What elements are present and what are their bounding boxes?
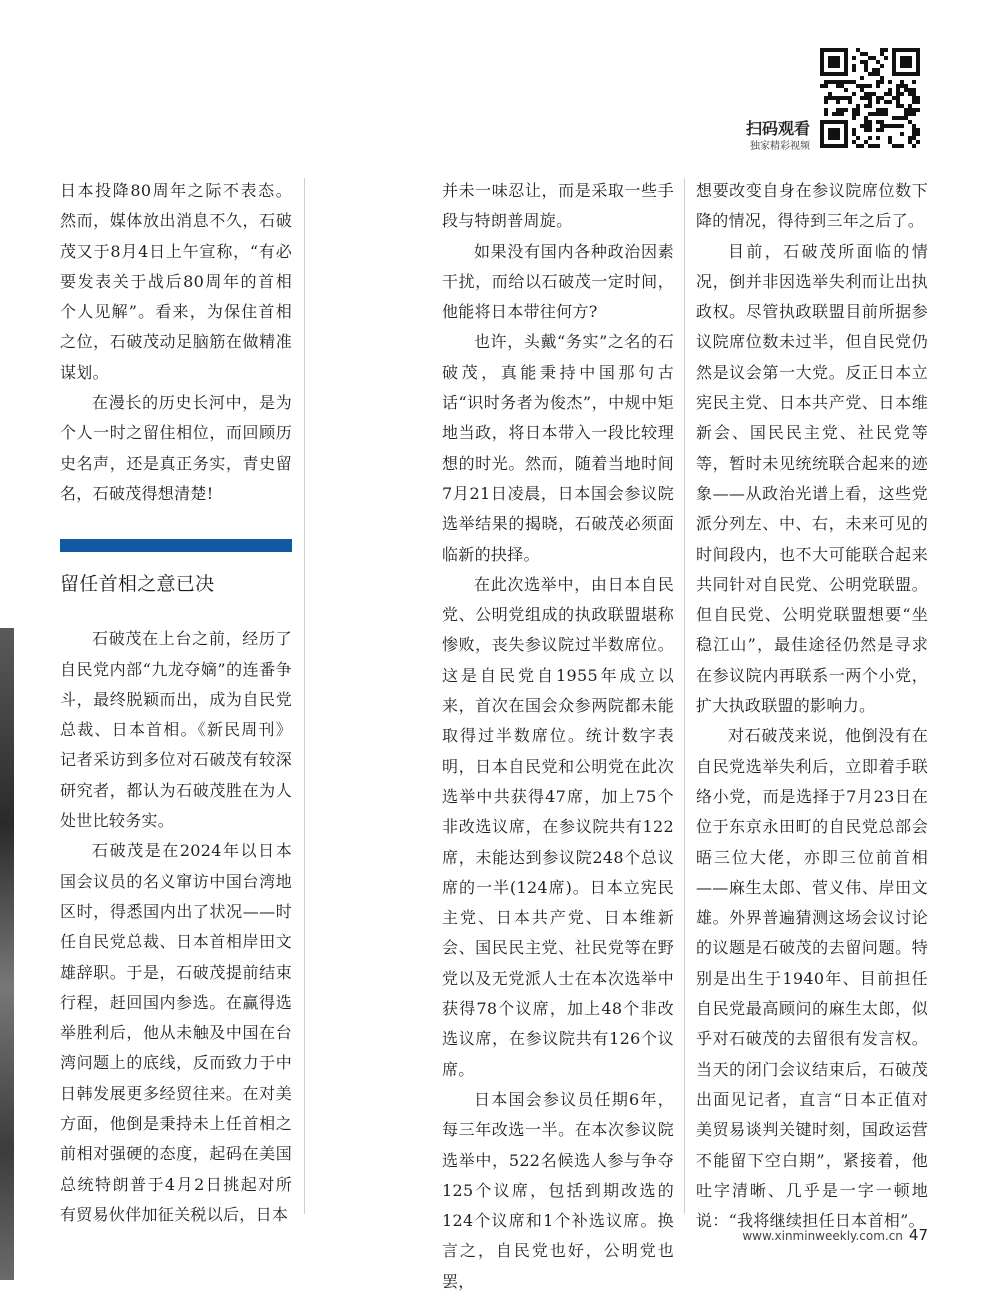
paragraph: 石破茂是在2024年以日本国会议员的名义窜访中国台湾地区时，得悉国内出了状况——时任自民党总裁、日本首相岸田文雄辞职。于是，石破茂提前结束行程，赶回国内参选。在赢得选举胜利后，他从未触及中国在台湾问题上的底线，反而致力于中日韩发展更多经贸往来。在对美方面，他倒是秉持未上任首相之前相对强硬的态度，起码在美国总统特朗普于4月2日挑起对所有贸易伙伴加征关税以后，日本 bbox=[60, 841, 292, 1224]
article-column-3 bbox=[696, 176, 928, 1236]
paragraph: 如果没有国内各种政治因素干扰，而给以石破茂一定时间，他能将日本带往何方? bbox=[442, 241, 674, 322]
article-column-2 bbox=[442, 176, 674, 1297]
section-heading: 留任首相之意已决 bbox=[60, 573, 215, 596]
paragraph: 在漫长的历史长河中，是为个人一时之留住相位，而回顾历史名声，还是真正务实，青史留名，石破茂得想清楚! bbox=[60, 393, 292, 503]
qr-caption-subtitle: 独家精彩视频 bbox=[750, 141, 810, 152]
paragraph: 想要改变自身在参议院席位数下降的情况，得待到三年之后了。 bbox=[696, 181, 928, 231]
paragraph: 日本国会参议员任期6年，每三年改选一半。在本次参议院选举中，522名候选人参与争夺125个议席，包括到期改选的124个议席和1个补选议席。换言之，自民党也好，公明党也罢， bbox=[442, 1089, 674, 1291]
paragraph: 石破茂在上台之前，经历了自民党内部“九龙夺嫡”的连番争斗，最终脱颖而出，成为自民党总裁、日本首相。《新民周刊》记者采访到多位对石破茂有较深研究者，都认为石破茂胜在为人处世比较务实。 bbox=[60, 629, 292, 831]
paragraph: 对石破茂来说，他倒没有在自民党选举失利后，立即着手联络小党，而是选择于7月23日在位于东京永田町的自民党总部会晤三位大佬，亦即三位前首相——麻生太郎、菅义伟、岸田文雄。外界普遍猜测这场会议讨论的议题是石破茂的去留问题。特别是出生于1940年、目前担任自民党最高顾问的麻生太郎，似乎对石破茂的去留很有发言权。当天的闭门会议结束后，石破茂出面见记者，直言“日本正值对美贸易谈判关键时刻，国政运营不能留下空白期”，紧接着，他吐字清晰、几乎是一字一顿地说：“我将继续担任日本首相”。 bbox=[696, 726, 928, 1231]
paragraph: 并未一味忍让，而是采取一些手段与特朗普周旋。 bbox=[442, 181, 674, 231]
paragraph: 日本投降80周年之际不表态。然而，媒体放出消息不久，石破茂又于8月4日上午宣称，“有必要发表关于战后80周年的首相个人见解”。看来，为保住首相之位，石破茂动足脑筋在做精准谋划。 bbox=[60, 181, 292, 382]
qr-code-icon[interactable] bbox=[820, 48, 920, 148]
page-number: 47 bbox=[908, 1226, 928, 1244]
website-url: www.xinminweekly.com.cn bbox=[742, 1229, 903, 1243]
page-footer bbox=[742, 1226, 928, 1244]
column-divider-2 bbox=[684, 178, 685, 1214]
paragraph: 在此次选举中，由日本自民党、公明党组成的执政联盟堪称惨败，丧失参议院过半数席位。这是自民党自1955年成立以来，首次在国会众参两院都未能取得过半数席位。统计数字表明，日本自民党和公明党在此次选举中共获得47席，加上75个非改选议席，在参议院共有122席，未能达到参议院248个总议席的一半(124席)。日本立宪民主党、日本共产党、日本维新会、国民民主党、社民党等在野党以及无党派人士在本次选举中获得78个议席，加上48个非改选议席，在参议院共有126个议席。 bbox=[442, 574, 674, 1079]
qr-caption-title: 扫码观看 bbox=[745, 119, 810, 138]
paragraph: 也许，头戴“务实”之名的石破茂，真能秉持中国那句古话“识时务者为俊杰”，中规中矩地当政，将日本带入一段比较理想的时光。然而，随着当地时间7月21日凌晨，日本国会参议院选举结果的揭晓，石破茂必须面临新的抉择。 bbox=[442, 332, 674, 564]
paragraph: 目前，石破茂所面临的情况，倒并非因选举失利而让出执政权。尽管执政联盟目前所据参议院席位数未过半，但自民党仍然是议会第一大党。反正日本立宪民主党、日本共产党、日本维新会、国民民主党、社民党等等，暂时未见统统联合起来的迹象——从政治光谱上看，这些党派分列左、中、右，未来可见的时间段内，也不大可能联合起来共同针对自民党、公明党联盟。但自民党、公明党联盟想要“坐稳江山”，最佳途径仍然是寻求在参议院内再联系一两个小党，扩大执政联盟的影响力。 bbox=[696, 241, 928, 716]
section-divider-bar bbox=[60, 539, 292, 552]
column-divider-1 bbox=[304, 178, 305, 1214]
article-column-1 bbox=[60, 176, 292, 1230]
photo-edge bbox=[0, 628, 14, 1280]
